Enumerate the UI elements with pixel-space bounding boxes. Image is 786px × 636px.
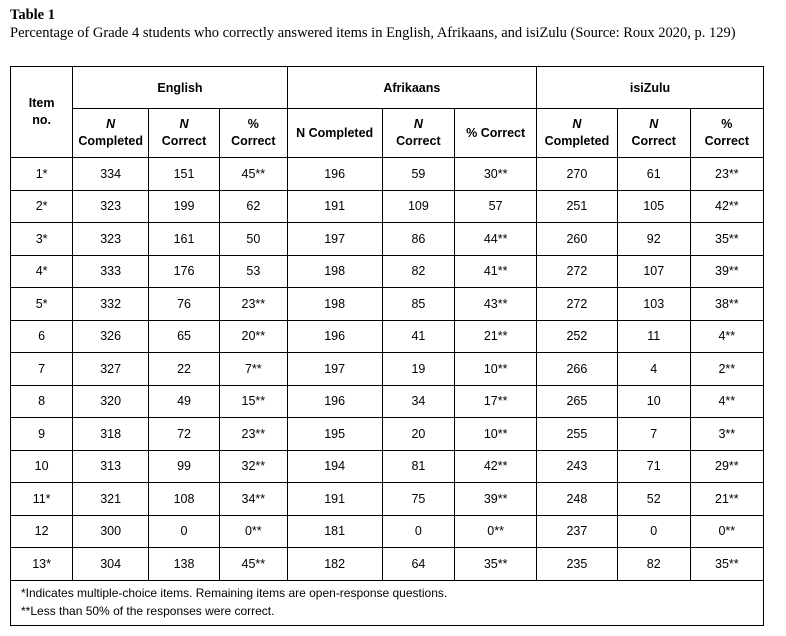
- item-no-header: [11, 67, 73, 158]
- language-header-isizulu: isiZulu: [536, 67, 763, 109]
- zu-n-correct-cell: 10: [617, 385, 690, 418]
- zu-n-completed-cell: 251: [536, 190, 617, 223]
- en-pct-correct-cell: 15**: [219, 385, 287, 418]
- en-n-correct-cell: 151: [149, 158, 220, 191]
- af-pct-correct-cell: 42**: [455, 450, 537, 483]
- item-no-cell: 4*: [11, 255, 73, 288]
- zu-n-correct-cell: 105: [617, 190, 690, 223]
- zu-n-completed-cell: 255: [536, 418, 617, 451]
- en-n-completed-cell: 323: [73, 223, 149, 256]
- table-row: [11, 223, 763, 256]
- col-header-zu-pct-correct: % Correct: [690, 109, 763, 158]
- item-header-line2: no.: [32, 113, 51, 127]
- item-no-cell: 8: [11, 385, 73, 418]
- af-pct-correct-cell: 10**: [455, 418, 537, 451]
- zu-pct-correct-cell: 42**: [690, 190, 763, 223]
- item-no-cell: 10: [11, 450, 73, 483]
- item-no-cell: 9: [11, 418, 73, 451]
- item-no-cell: 13*: [11, 548, 73, 581]
- table-row: [11, 353, 763, 386]
- af-n-correct-cell: 86: [382, 223, 455, 256]
- zu-n-completed-cell: 266: [536, 353, 617, 386]
- en-n-completed-cell: 300: [73, 515, 149, 548]
- en-n-completed-cell: 333: [73, 255, 149, 288]
- af-pct-correct-cell: 0**: [455, 515, 537, 548]
- zu-n-completed-cell: 270: [536, 158, 617, 191]
- col-header-af-n-completed: N Completed: [287, 109, 382, 158]
- en-pct-correct-cell: 32**: [219, 450, 287, 483]
- en-n-correct-cell: 22: [149, 353, 220, 386]
- language-header-afrikaans: Afrikaans: [287, 67, 536, 109]
- af-pct-correct-cell: 39**: [455, 483, 537, 516]
- zu-pct-correct-cell: 35**: [690, 548, 763, 581]
- af-n-correct-cell: 109: [382, 190, 455, 223]
- table-row: [11, 288, 763, 321]
- zu-n-completed-cell: 237: [536, 515, 617, 548]
- af-pct-correct-cell: 41**: [455, 255, 537, 288]
- af-n-completed-cell: 181: [287, 515, 382, 548]
- af-n-completed-cell: 197: [287, 223, 382, 256]
- af-pct-correct-cell: 43**: [455, 288, 537, 321]
- en-n-correct-cell: 199: [149, 190, 220, 223]
- zu-n-correct-cell: 52: [617, 483, 690, 516]
- af-pct-correct-cell: 57: [455, 190, 537, 223]
- table-row: [11, 385, 763, 418]
- af-pct-correct-cell: 30**: [455, 158, 537, 191]
- af-n-completed-cell: 198: [287, 288, 382, 321]
- af-n-correct-cell: 59: [382, 158, 455, 191]
- en-n-correct-cell: 176: [149, 255, 220, 288]
- note-less-than-50: **Less than 50% of the responses were correct.: [21, 604, 275, 618]
- col-header-en-pct-correct: % Correct: [219, 109, 287, 158]
- item-no-cell: 3*: [11, 223, 73, 256]
- zu-n-correct-cell: 103: [617, 288, 690, 321]
- col-header-zu-n-correct: N Correct: [617, 109, 690, 158]
- af-n-correct-cell: 85: [382, 288, 455, 321]
- en-pct-correct-cell: 34**: [219, 483, 287, 516]
- af-n-correct-cell: 34: [382, 385, 455, 418]
- en-n-correct-cell: 0: [149, 515, 220, 548]
- col-header-af-n-correct: N Correct: [382, 109, 455, 158]
- zu-n-completed-cell: 252: [536, 320, 617, 353]
- af-n-completed-cell: 194: [287, 450, 382, 483]
- en-n-completed-cell: 334: [73, 158, 149, 191]
- zu-n-completed-cell: 235: [536, 548, 617, 581]
- zu-pct-correct-cell: 0**: [690, 515, 763, 548]
- item-no-cell: 1*: [11, 158, 73, 191]
- zu-pct-correct-cell: 4**: [690, 320, 763, 353]
- en-n-correct-cell: 161: [149, 223, 220, 256]
- en-n-correct-cell: 49: [149, 385, 220, 418]
- en-n-correct-cell: 108: [149, 483, 220, 516]
- af-pct-correct-cell: 10**: [455, 353, 537, 386]
- table-notes: [21, 584, 447, 620]
- zu-n-correct-cell: 107: [617, 255, 690, 288]
- table-row: [11, 190, 763, 223]
- item-no-cell: 6: [11, 320, 73, 353]
- zu-n-correct-cell: 61: [617, 158, 690, 191]
- en-n-correct-cell: 99: [149, 450, 220, 483]
- en-pct-correct-cell: 7**: [219, 353, 287, 386]
- af-n-completed-cell: 195: [287, 418, 382, 451]
- en-n-completed-cell: 323: [73, 190, 149, 223]
- col-header-en-n-correct: N Correct: [149, 109, 220, 158]
- en-pct-correct-cell: 23**: [219, 418, 287, 451]
- zu-n-correct-cell: 92: [617, 223, 690, 256]
- af-pct-correct-cell: 44**: [455, 223, 537, 256]
- af-n-correct-cell: 0: [382, 515, 455, 548]
- results-table: [11, 67, 763, 581]
- zu-pct-correct-cell: 35**: [690, 223, 763, 256]
- zu-n-correct-cell: 0: [617, 515, 690, 548]
- table-row: [11, 255, 763, 288]
- af-n-completed-cell: 196: [287, 385, 382, 418]
- header-row-columns: [11, 109, 763, 158]
- af-n-correct-cell: 41: [382, 320, 455, 353]
- zu-pct-correct-cell: 21**: [690, 483, 763, 516]
- table-row: [11, 320, 763, 353]
- table-row: [11, 515, 763, 548]
- language-header-english: English: [73, 67, 288, 109]
- af-n-correct-cell: 19: [382, 353, 455, 386]
- af-n-completed-cell: 196: [287, 158, 382, 191]
- en-n-completed-cell: 320: [73, 385, 149, 418]
- en-n-completed-cell: 327: [73, 353, 149, 386]
- zu-pct-correct-cell: 3**: [690, 418, 763, 451]
- en-n-correct-cell: 65: [149, 320, 220, 353]
- en-pct-correct-cell: 20**: [219, 320, 287, 353]
- en-n-completed-cell: 313: [73, 450, 149, 483]
- item-no-cell: 7: [11, 353, 73, 386]
- zu-n-correct-cell: 11: [617, 320, 690, 353]
- table-subtitle: Percentage of Grade 4 students who correctly answered items in English, Afrikaans, and isiZulu (Source: Roux 2020, p. 129): [10, 25, 736, 41]
- table-row: [11, 158, 763, 191]
- table-frame: [10, 66, 764, 626]
- af-n-correct-cell: 20: [382, 418, 455, 451]
- en-n-correct-cell: 76: [149, 288, 220, 321]
- zu-n-correct-cell: 71: [617, 450, 690, 483]
- en-n-completed-cell: 326: [73, 320, 149, 353]
- af-n-correct-cell: 64: [382, 548, 455, 581]
- en-n-completed-cell: 321: [73, 483, 149, 516]
- zu-n-completed-cell: 265: [536, 385, 617, 418]
- af-pct-correct-cell: 35**: [455, 548, 537, 581]
- zu-n-completed-cell: 243: [536, 450, 617, 483]
- af-n-correct-cell: 75: [382, 483, 455, 516]
- item-no-cell: 12: [11, 515, 73, 548]
- zu-pct-correct-cell: 4**: [690, 385, 763, 418]
- af-n-completed-cell: 191: [287, 190, 382, 223]
- af-pct-correct-cell: 17**: [455, 385, 537, 418]
- af-n-completed-cell: 196: [287, 320, 382, 353]
- af-n-completed-cell: 197: [287, 353, 382, 386]
- en-n-completed-cell: 304: [73, 548, 149, 581]
- col-header-en-n-completed: N Completed: [73, 109, 149, 158]
- en-n-completed-cell: 332: [73, 288, 149, 321]
- af-n-correct-cell: 82: [382, 255, 455, 288]
- table-title: Table 1: [10, 7, 55, 23]
- zu-n-completed-cell: 248: [536, 483, 617, 516]
- en-n-correct-cell: 72: [149, 418, 220, 451]
- en-pct-correct-cell: 0**: [219, 515, 287, 548]
- en-pct-correct-cell: 23**: [219, 288, 287, 321]
- zu-n-completed-cell: 272: [536, 288, 617, 321]
- zu-pct-correct-cell: 38**: [690, 288, 763, 321]
- zu-pct-correct-cell: 39**: [690, 255, 763, 288]
- zu-pct-correct-cell: 23**: [690, 158, 763, 191]
- en-pct-correct-cell: 45**: [219, 158, 287, 191]
- table-caption: [10, 6, 736, 42]
- zu-n-completed-cell: 272: [536, 255, 617, 288]
- item-no-cell: 5*: [11, 288, 73, 321]
- item-header-line1: Item: [28, 96, 55, 110]
- table-row: [11, 450, 763, 483]
- zu-n-correct-cell: 7: [617, 418, 690, 451]
- col-header-zu-n-completed: N Completed: [536, 109, 617, 158]
- en-pct-correct-cell: 62: [219, 190, 287, 223]
- en-pct-correct-cell: 45**: [219, 548, 287, 581]
- item-no-cell: 2*: [11, 190, 73, 223]
- af-n-completed-cell: 191: [287, 483, 382, 516]
- en-pct-correct-cell: 53: [219, 255, 287, 288]
- en-n-correct-cell: 138: [149, 548, 220, 581]
- af-n-completed-cell: 182: [287, 548, 382, 581]
- table-row: [11, 418, 763, 451]
- zu-pct-correct-cell: 2**: [690, 353, 763, 386]
- zu-pct-correct-cell: 29**: [690, 450, 763, 483]
- af-pct-correct-cell: 21**: [455, 320, 537, 353]
- col-header-af-pct-correct: % Correct: [455, 109, 537, 158]
- zu-n-completed-cell: 260: [536, 223, 617, 256]
- table-row: [11, 548, 763, 581]
- note-multiple-choice: *Indicates multiple-choice items. Remaining items are open-response questions.: [21, 586, 448, 600]
- header-row-languages: [11, 67, 763, 109]
- af-n-correct-cell: 81: [382, 450, 455, 483]
- zu-n-correct-cell: 82: [617, 548, 690, 581]
- table-row: [11, 483, 763, 516]
- zu-n-correct-cell: 4: [617, 353, 690, 386]
- af-n-completed-cell: 198: [287, 255, 382, 288]
- en-n-completed-cell: 318: [73, 418, 149, 451]
- en-pct-correct-cell: 50: [219, 223, 287, 256]
- item-no-cell: 11*: [11, 483, 73, 516]
